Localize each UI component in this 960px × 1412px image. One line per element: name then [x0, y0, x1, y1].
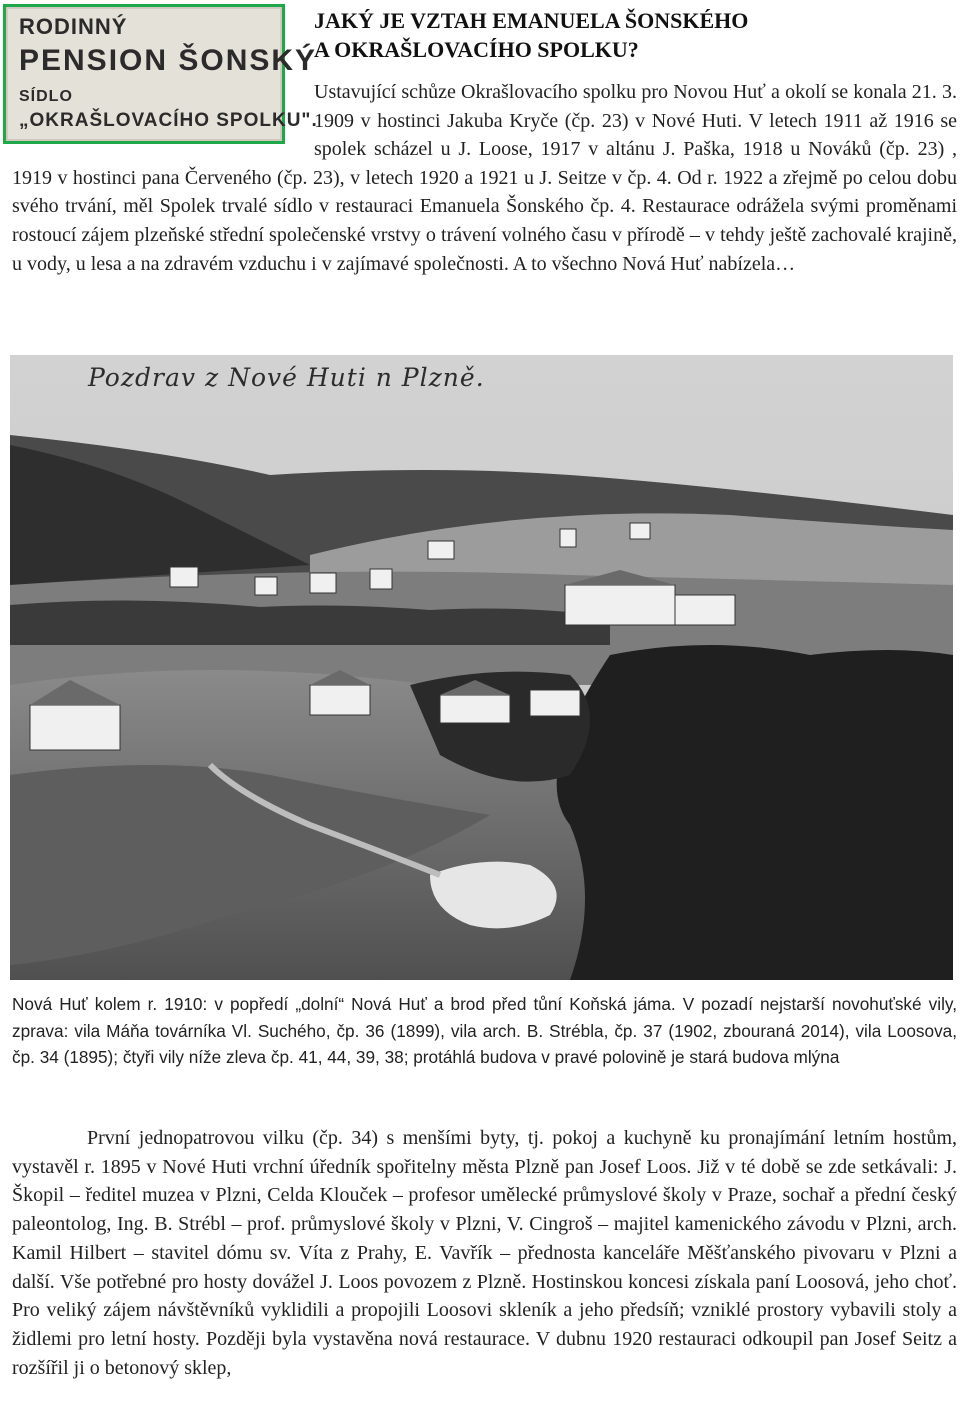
intro-paragraph: Ustavující schůze Okrašlovacího spolku pro Novou Huť a okolí se konala 21. 3. 1909 v hostinci Jakuba Kryče (čp. 23) v Nové Huti. V letech 1911 až 1916 se spolek scházel u J. Loose, 1917 v altánu J. Paška, 1918 u Nováků (čp. 23) , 1919 v hostinci pana Červeného (čp. 23), v letech 1920 a 1921 u J. Seitze v čp. 4. Od r. 1922 a zřejmě po celou dobu svého trvání, měl Spolek trvalé sídlo v restauraci Emanuela Šonského čp. 4. Restaurace odrážela svými proměnami rostoucí zájem plzeňské střední společenské vrstvy o trávení volného času v přírodě – v tehdy ještě zachovalé krajině, u vody, u lesa a na zdravém vzduchu i v zajímavé společnosti. A to všechno Nová Huť nabízela…	[12, 81, 957, 275]
page-title-line-2: A OKRAŠLOVACÍHO SPOLKU?	[314, 37, 639, 62]
intro-section	[12, 78, 957, 278]
sign-line-1: RODINNÝ	[19, 14, 128, 39]
sign-line-3: SÍDLO	[19, 88, 73, 105]
postcard-inscription: Pozdrav z Nové Huti n Plzně.	[88, 363, 485, 392]
page-title-line-1: JAKÝ JE VZTAH EMANUELA ŠONSKÉHO	[314, 8, 749, 33]
landscape-illustration	[10, 355, 953, 980]
body-paragraph: První jednopatrovou vilku (čp. 34) s menšími byty, tj. pokoj a kuchyně ku pronajímání letním hostům, vystavěl r. 1895 v Nové Huti vrchní úředník spořitelny města Plzně pan Josef Loos. Již v té době se zde setkávali: J. Škopil – ředitel muzea v Plzni, Celda Klouček – profesor umělecké průmyslové školy v Praze, sochař a přední český paleontolog, Ing. B. Strébl – prof. průmyslové školy v Plzni, V. Cingroš – majitel kamenického závodu v Plzni, arch. Kamil Hilbert – stavitel dómu sv. Víta z Prahy, E. Vavřík – přednosta kanceláře Měšťanského pivovaru v Plzni a další. Vše potřebné pro hosty dovážel J. Loos povozem z Plzně. Hostinskou koncesi získala paní Loosová, jeho choť. Pro veliký zájem návštěvníků vyklidili a propojili Loosovi skleník a jeho předsíň; vzniklé prostory vybavili stoly a židlemi pro letní hosty. Později byla vystavěna nová restaurace. V dubnu 1920 restauraci odkoupil pan Josef Seitz a rozšířil ji o betonový sklep,	[12, 1127, 957, 1379]
historic-postcard-photo	[10, 355, 953, 980]
photo-caption: Nová Huť kolem r. 1910: v popředí „dolní“ Nová Huť a brod před tůní Koňská jáma. V pozadí nejstarší novohuťské vily, zprava: vila Máňa továrníka Vl. Suchého, čp. 36 (1899), vila arch. B. Strébla, čp. 37 (1902, zbouraná 2014), vila Loosova, čp. 34 (1895); čtyři vily níže zleva čp. 41, 44, 39, 38; protáhlá budova v pravé polovině je stará budova mlýna	[12, 994, 957, 1067]
page-title	[314, 6, 934, 64]
sign-line-2: PENSION ŠONSKÝ	[19, 44, 318, 77]
sign-line-4: „OKRAŠLOVACÍHO SPOLKU".	[19, 110, 318, 131]
